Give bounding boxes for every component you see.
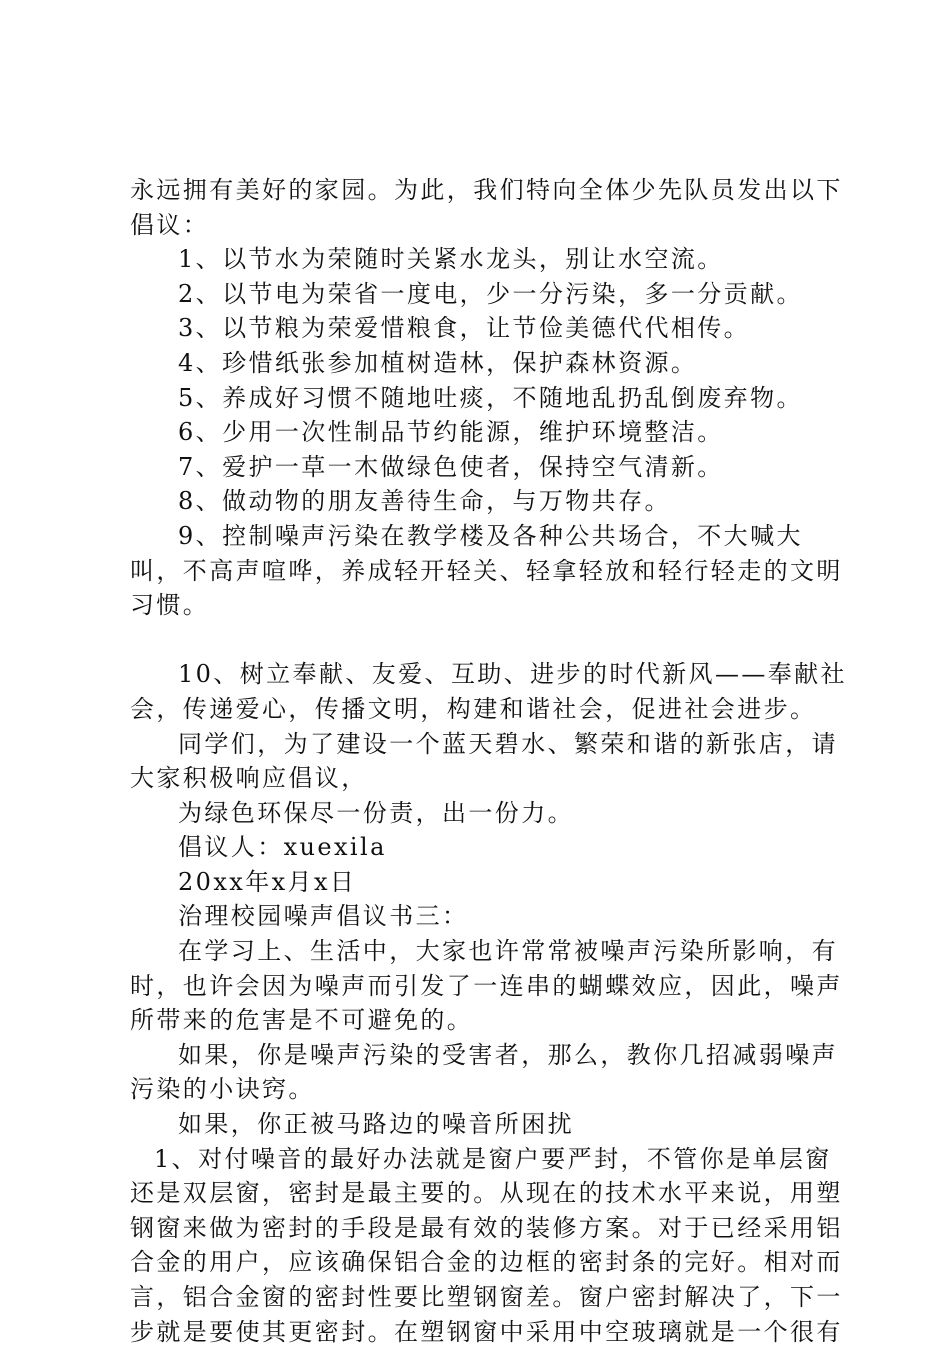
list-item-8: 8、做动物的朋友善待生命，与万物共存。 xyxy=(178,487,671,516)
paragraph-noise-intro: 在学习上、生活中，大家也许常常被噪声污染所影响，有时，也许会因为噪声而引发了一连串的蝴蝶效应，因此，噪声所带来的危害是不可避免的。 xyxy=(130,937,843,1035)
paragraph-tips-intro: 如果，你是噪声污染的受害者，那么，教你几招减弱噪声污染的小诀窍。 xyxy=(130,1040,838,1104)
date-line: 20xx年x月x日 xyxy=(178,867,357,896)
paragraph-slogan: 为绿色环保尽一份责，出一份力。 xyxy=(178,798,574,827)
paragraph-road-noise: 如果，你正被马路边的噪音所困扰 xyxy=(178,1110,574,1139)
section-title: 治理校园噪声倡议书三： xyxy=(178,902,469,931)
list-item-2: 2、以节电为荣省一度电，少一分污染，多一分贡献。 xyxy=(178,279,803,308)
document-body xyxy=(130,173,850,1349)
list-item-3: 3、以节粮为荣爱惜粮食，让节俭美德代代相传。 xyxy=(178,314,751,343)
list-item-5: 5、养成好习惯不随地吐痰，不随地乱扔乱倒废弃物。 xyxy=(178,383,803,412)
list-item-10: 10、树立奉献、友爱、互助、进步的时代新风——奉献社会，传递爱心，传播文明，构建和谐社会，促进社会进步。 xyxy=(130,660,847,723)
paragraph-appeal: 同学们，为了建设一个蓝天碧水、繁荣和谐的新张店，请大家积极响应倡议， xyxy=(130,729,838,793)
paragraph-gap xyxy=(130,623,850,658)
paragraph-window-tip: 1、对付噪音的最好办法就是窗户要严封，不管你是单层窗还是双层窗，密封是最主要的。从现在的技术水平来说，用塑钢窗来做为密封的手段是最有效的装修方案。对于已经采用铝合金的用户，应该确保铝合金的边框的密封条的完好。相对而言，铝合金窗的密封性要比塑钢窗差。窗户密封解决了，下一步就是要使其更密封。在塑钢窗中采用中空玻璃就是一个很有 xyxy=(130,1144,843,1346)
list-item-1: 1、以节水为荣随时关紧水龙头，别让水空流。 xyxy=(178,245,724,274)
list-item-7: 7、爱护一草一木做绿色使者，保持空气清新。 xyxy=(178,452,724,481)
paragraph-intro: 永远拥有美好的家园。为此，我们特向全体少先队员发出以下倡议： xyxy=(130,176,843,239)
list-item-6: 6、少用一次性制品节约能源，维护环境整洁。 xyxy=(178,418,724,447)
signature-line: 倡议人：xuexila xyxy=(178,833,387,862)
list-item-9: 9、控制噪声污染在教学楼及各种公共场合，不大喊大叫，不高声喧哗，养成轻开轻关、轻拿轻放和轻行轻走的文明习惯。 xyxy=(130,521,843,620)
list-item-4: 4、珍惜纸张参加植树造林，保护森林资源。 xyxy=(178,348,698,377)
